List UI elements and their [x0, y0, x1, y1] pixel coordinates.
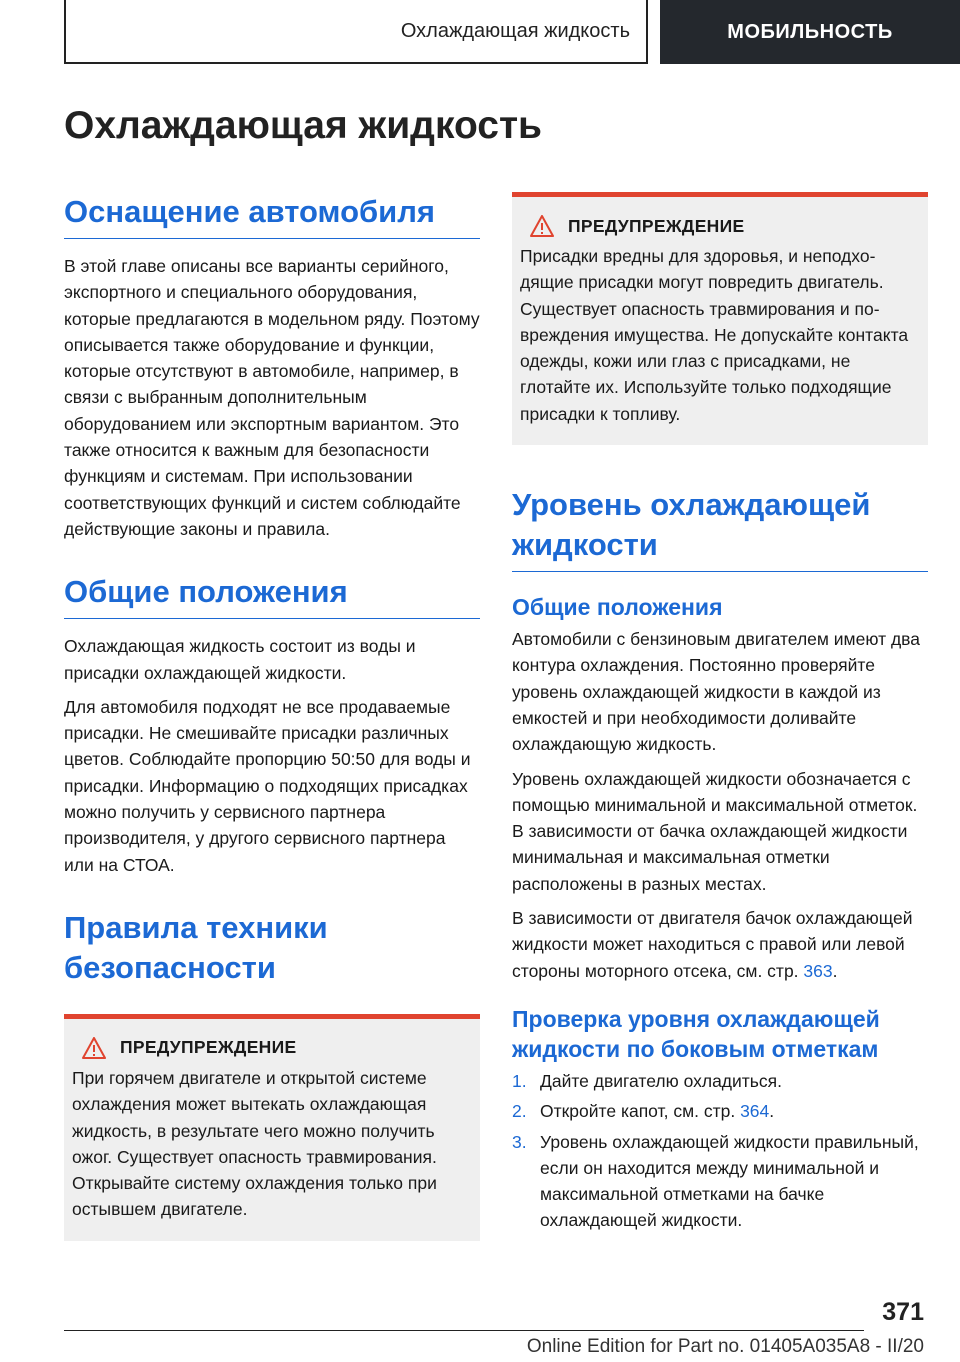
header-chapter-title: МОБИЛЬНОСТЬ	[727, 20, 893, 43]
heading-equipment: Оснащение автомобиля	[64, 192, 480, 239]
page-link-363[interactable]: 363	[803, 960, 833, 981]
footer-divider	[64, 1330, 864, 1331]
step-number: 1.	[512, 1070, 527, 1091]
list-item	[512, 1098, 928, 1124]
step-text	[540, 1098, 774, 1124]
warning-header	[520, 215, 918, 237]
warning-label: ПРЕДУПРЕЖДЕНИЕ	[568, 215, 745, 236]
level-text-3-end: .	[832, 960, 838, 981]
warning-text: Присадки вредны для здоровья, и неподходящие присадки могут повредить двигатель. Существует опасность травмирования и повреждения имущества. Не допускайте контакта одежды, кожи или глаз с присадками, не глотайте их. Используйте только подходящие присадки к топливу.	[520, 246, 909, 424]
general-text-1: Охлаждающая жидкость состоит из воды и присадки охлаждающей жидкости.	[64, 636, 416, 683]
step-text	[540, 1129, 928, 1234]
heading-general: Общие положения	[64, 572, 480, 619]
left-column	[64, 192, 480, 1241]
right-column	[512, 192, 928, 1238]
heading-safety: Правила техники безопасности	[64, 909, 328, 985]
heading-coolant-level: Уровень охлаждающей жидкости	[512, 485, 928, 572]
page-title: Охлаждающая жидкость	[64, 104, 543, 147]
steps-list	[512, 1068, 928, 1234]
warning-text: При горячем двигателе и открытой системе охлаждения может вытекать охлаждающая жидкость, в результате чего можно получить ожог. Существует опасность травмирования. Открывайте систему охлаждения только при остывшем двигателе.	[72, 1067, 437, 1220]
page-link-364[interactable]: 364	[740, 1101, 770, 1122]
footer-edition: Online Edition for Part no. 01405A035A8 - II/20	[526, 1336, 924, 1357]
step-text-end: .	[769, 1101, 775, 1122]
heading-check-level: Проверка уровня охлаждающей жидкости по боковым отметкам	[512, 1005, 880, 1062]
step-number: 2.	[512, 1101, 527, 1122]
level-text-2: Уровень охлаждающей жидкости обозначается с помощью минимальной и максимальной отметок. В зависимости от бачка охлаждающей жидкости минимальная и максимальная отметки расположены в разных местах.	[512, 768, 918, 894]
heading-level-general: Общие положения	[512, 594, 723, 621]
header-chapter-box	[660, 0, 960, 64]
step-text-body: Откройте капот, см. стр.	[540, 1101, 741, 1122]
step-text-body: Уровень охлаждающей жидкости правильный, если он находится между минимальной и максимальной отметками на бачке охлаждающей жидкости.	[540, 1131, 919, 1231]
header-section-title: Охлаждающая жидкость	[400, 19, 630, 42]
equipment-text: В этой главе описаны все варианты серийного, экспортного и специального оборудования, которые предлагаются в модельном ряду. Поэтому описывается также оборудование и функции, которые отсутствуют в автомобиле, например, в связи с выбранным дополнительным оборудованием или экспортным вариантом. Это также относится к важным для безопасности функциям и системам. При использовании соответствующих функций и систем соблюдайте действующие законы и правила.	[64, 256, 480, 539]
level-text-3-body: В зависимости от двигателя бачок охлаждающей жидкости может находиться с правой или левой стороны моторного отсека, см. стр.	[512, 908, 913, 981]
level-text-1: Автомобили с бензиновым двигателем имеют два контура охлаждения. Постоянно проверяйте уровень охлаждающей жидкости в каждой из емкостей и при необходимости доливайте охлаждающую жидкость.	[512, 629, 920, 755]
warning-triangle-icon	[530, 215, 554, 237]
step-text	[540, 1068, 782, 1094]
page-number: 371	[882, 1298, 924, 1326]
step-number: 3.	[512, 1131, 527, 1152]
list-item	[512, 1068, 928, 1094]
level-text-3	[512, 905, 928, 984]
step-text-body: Дайте двигателю охладиться.	[540, 1070, 783, 1091]
warning-triangle-icon	[82, 1037, 106, 1059]
header-section-box	[64, 0, 648, 64]
warning-header	[72, 1037, 470, 1059]
warning-box-hot-engine	[64, 1014, 480, 1241]
general-text-2: Для автомобиля подходят не все продаваемые присадки. Не смешивайте присадки различных цветов. Соблюдайте пропорцию 50:50 для воды и присадки. Информацию о подходящих присадках можно получить у сервисного партнера производителя, у другого сервисного партнера или на СТОА.	[64, 696, 471, 875]
list-item	[512, 1129, 928, 1234]
warning-label: ПРЕДУПРЕЖДЕНИЕ	[120, 1037, 297, 1058]
warning-box-additives	[512, 192, 928, 445]
